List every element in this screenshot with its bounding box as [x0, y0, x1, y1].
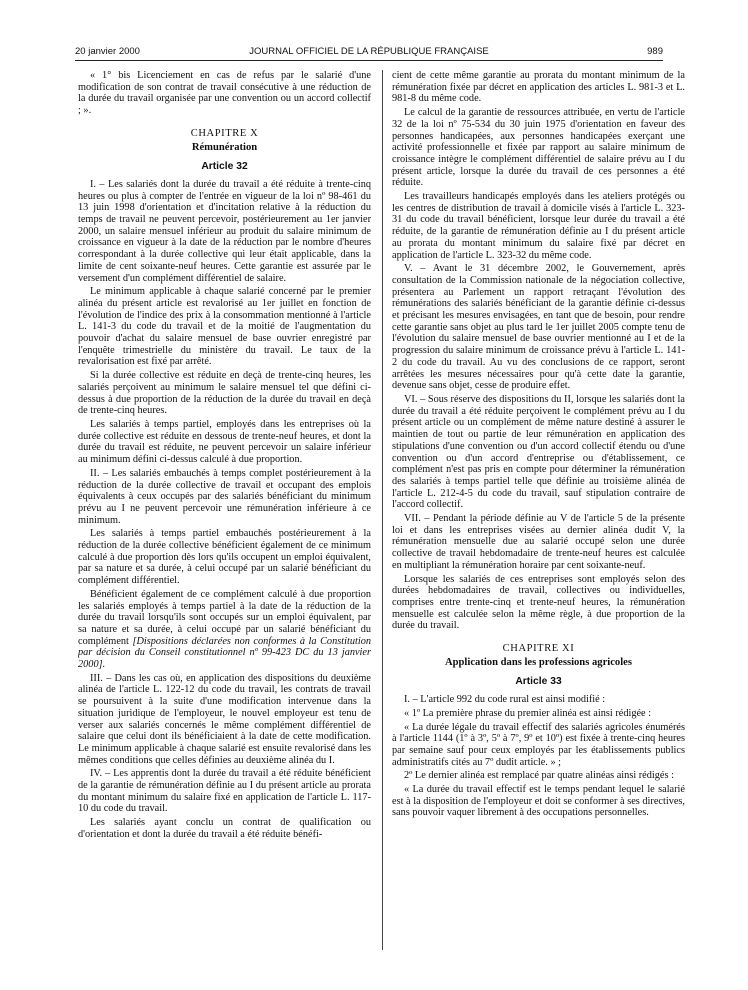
paragraph: Les salariés à temps partiel, employés dans les entreprises où la durée collective est réduite en dessous de trente-neuf heures, et dont la durée du travail est réduite, ne peuvent percevoir un salaire inférieur au minimum défini ci-dessus calculé à due proportion. [78, 418, 371, 466]
paragraph-text: Bénéficient également de ce complément calculé à due proportion les salariés employés à temps partiel à la date de la réduction de la durée du travail lorsqu'ils sont occupés sur un emploi équivalent, par sa nature et sa durée, à celui occupé par un salarié bénéficiant du complément [78, 588, 371, 647]
paragraph: Le minimum applicable à chaque salarié concerné par le premier alinéa du présent article est revalorisé au 1er juillet en fonction de l'évolution de l'indice des prix à la consommation mentionné à l'article L. 141-3 du code du travail et de la moitié de l'augmentation du pouvoir d'achat du salaire mensuel de base ouvrier enregistré par l'enquête trimestrielle du ministère du travail. Le taux de la revalorisation est fixé par arrêté. [78, 286, 371, 368]
paragraph: cient de cette même garantie au prorata du montant minimum de la rémunération fixée par décret en application des articles L. 981-3 et L. 981-8 du même code. [392, 70, 685, 105]
paragraph: Les travailleurs handicapés employés dans les ateliers protégés ou les centres de distribution de travail à domicile visés à l'article L. 323-31 du code du travail bénéficient, lorsque leur durée du travail a été réduite, de la garantie de rémunération définie au I du présent article au prorata du montant minimum du salaire fixé par décret en application de l'article L. 323-32 du même code. [392, 191, 685, 261]
paragraph: V. – Avant le 31 décembre 2002, le Gouvernement, après consultation de la Commission nationale de la négociation collective, présentera au Parlement un rapport retraçant l'évolution des rémunérations des salariés bénéficiant de la garantie définie ci-dessus et précisant les mesures envisagées, en tant que de besoin, pour rendre cette garantie sans objet au plus tard le 1er juillet 2005 compte tenu de l'évolution du salaire mensuel de base ouvrier mentionné au I et de la progression du salaire minimum de croissance prévu à l'article L. 141-2 du code du travail. Au vu des conclusions de ce rapport, seront arrêtées les mesures nécessaires pour qu'à cette date la garantie, devenue sans objet, cesse de produire effet. [392, 263, 685, 392]
paragraph: III. – Dans les cas où, en application des dispositions du deuxième alinéa de l'article L. 122-12 du code du travail, les contrats de travail se poursuivent à la suite d'une modification intervenue dans la situation juridique de l'employeur, le nouvel employeur est tenu de verser aux salariés concernés le même complément différentiel de salaire que celui dont ils bénéficiaient à la date de cette modification. Le minimum applicable à chaque salarié est ensuite revalorisé dans les mêmes conditions que celles définies au deuxième alinéa du I. [78, 672, 371, 766]
journal-title: JOURNAL OFFICIEL DE LA RÉPUBLIQUE FRANÇAISE [249, 46, 489, 57]
paragraph: 2º Le dernier alinéa est remplacé par quatre alinéas ainsi rédigés : [404, 770, 674, 782]
article-heading: Article 33 [515, 676, 562, 688]
paragraph: I. – Les salariés dont la durée du travail a été réduite à trente-cinq heures ou plus à compter de l'entrée en vigueur de la loi nº 98-461 du 13 juin 1998 d'orientation et d'incitation relative à la réduction du temps de travail ne peuvent percevoir, postérieurement au 1er janvier 2000, un salaire mensuel inférieur au produit du salaire minimum de croissance en vigueur à la date de la réduction par le nombre d'heures correspondant à la durée collective qui leur était applicable, dans la limite de cent soixante-neuf heures. Cette garantie est assurée par le versement d'un complément différentiel de salaire. [78, 178, 371, 284]
paragraph: « 1º La première phrase du premier alinéa est ainsi rédigée : [404, 707, 652, 719]
paragraph: VI. – Sous réserve des dispositions du II, lorsque les salariés dont la durée du travail a été réduite perçoivent le complément prévu au I du présent article ou un complément de même nature destiné à assurer le maintien de tout ou partie de leur rémunération en application des stipulations d'une convention ou d'un accord collectif étendu ou d'une convention ou d'un accord d'entreprise ou d'établissement, ce complément n'est pas pris en compte pour déterminer la rémunération des salariés à temps partiel telle que définie au troisième alinéa de l'article L. 212-4-5 du code du travail, sauf stipulation contraire de l'accord collectif. [392, 393, 685, 511]
left-column [78, 70, 371, 985]
paragraph: Les salariés ayant conclu un contrat de qualification ou d'orientation et dont la durée du travail a été réduite bénéfi- [78, 817, 371, 840]
paragraph: Le calcul de la garantie de ressources attribuée, en vertu de l'article 32 de la loi nº 75-534 du 30 juin 1975 d'orientation en faveur des personnes handicapées, aux personnes handicapées exerçant une activité professionnelle et fixée par rapport au salaire minimum de croissance intègre le complément différentiel de salaire prévu au I du présent article, lorsque la durée du travail de ces personnes a été réduite. [392, 107, 685, 189]
intro-paragraph: « 1° bis Licenciement en cas de refus par le salarié d'une modification de son contrat de travail consécutive à une réduction de la durée du travail organisée par une convention ou un accord collectif ; ». [78, 70, 371, 117]
paragraph: II. – Les salariés embauchés à temps complet postérieurement à la réduction de la durée collective de travail et occupant des emplois équivalents à ceux occupés par des salariés bénéficiant du minimum prévu au I ne peuvent percevoir une rémunération inférieure à ce minimum. [78, 467, 371, 526]
header-date: 20 janvier 2000 [75, 46, 140, 57]
section-heading: Application dans les professions agricoles [445, 656, 632, 668]
paragraph: « La durée légale du travail effectif des salariés agricoles énumérés à l'article 1144 (1º à 3º, 5º à 7º, 9º et 10º) est fixée à trente-cinq heures par semaine sauf pour ceux employés par les établissements publics administratifs cités au 7º dudit article. » ; [392, 721, 685, 768]
column-divider [382, 70, 383, 950]
censure-note: [Dispositions déclarées non conformes à la Constitution par décision du Conseil constitutionnel nº 99-423 DC du 13 janvier 2000]. [78, 635, 371, 671]
right-column [392, 70, 685, 985]
paragraph: IV. – Les apprentis dont la durée du travail a été réduite bénéficient de la garantie de rémunération définie au I du présent article au prorata du montant minimum du salaire fixé en application de l'article L. 117-10 du code du travail. [78, 768, 371, 815]
paragraph: I. – L'article 992 du code rural est ainsi modifié : [404, 694, 606, 706]
paragraph: Lorsque les salariés de ces entreprises sont employés selon des durées hebdomadaires de travail, collectives ou individuelles, comprises entre trente-cinq et trente-neuf heures, la rémunération mensuelle est calculée selon la même règle, à due proportion de la durée du travail. [392, 573, 685, 632]
chapter-heading: CHAPITRE X [190, 127, 259, 139]
page-header [75, 44, 663, 61]
paragraph: Si la durée collective est réduite en deçà de trente-cinq heures, les salariés perçoivent au minimum le salaire mensuel tel que défini ci-dessus à due proportion de la réduction de la durée du travail en deçà de trente-cinq heures. [78, 370, 371, 417]
paragraph: « La durée du travail effectif est le temps pendant lequel le salarié est à la disposition de l'employeur et doit se conformer à ses directives, sans pouvoir vaquer librement à des occupations personnelles. [392, 784, 685, 819]
page-number: 989 [647, 46, 663, 57]
article-heading: Article 32 [201, 161, 248, 173]
paragraph: VII. – Pendant la période définie au V de l'article 5 de la présente loi et dans les entreprises visées au dernier alinéa dudit V, la rémunération mensuelle due au salarié occupé selon une durée collective de travail hebdomadaire de trente-neuf heures est calculée en multipliant la rémunération horaire par cent soixante-neuf. [392, 513, 685, 571]
section-heading: Rémunération [191, 141, 258, 153]
paragraph: Les salariés à temps partiel embauchés postérieurement à la réduction de la durée collective bénéficient également de ce minimum calculé à due proportion dès lors qu'ils occupent un emploi équivalent, par sa nature et sa durée, à celui occupé par un salarié bénéficiant du complément différentiel. [78, 528, 371, 587]
paragraph [78, 589, 371, 671]
chapter-heading: CHAPITRE XI [502, 643, 575, 655]
